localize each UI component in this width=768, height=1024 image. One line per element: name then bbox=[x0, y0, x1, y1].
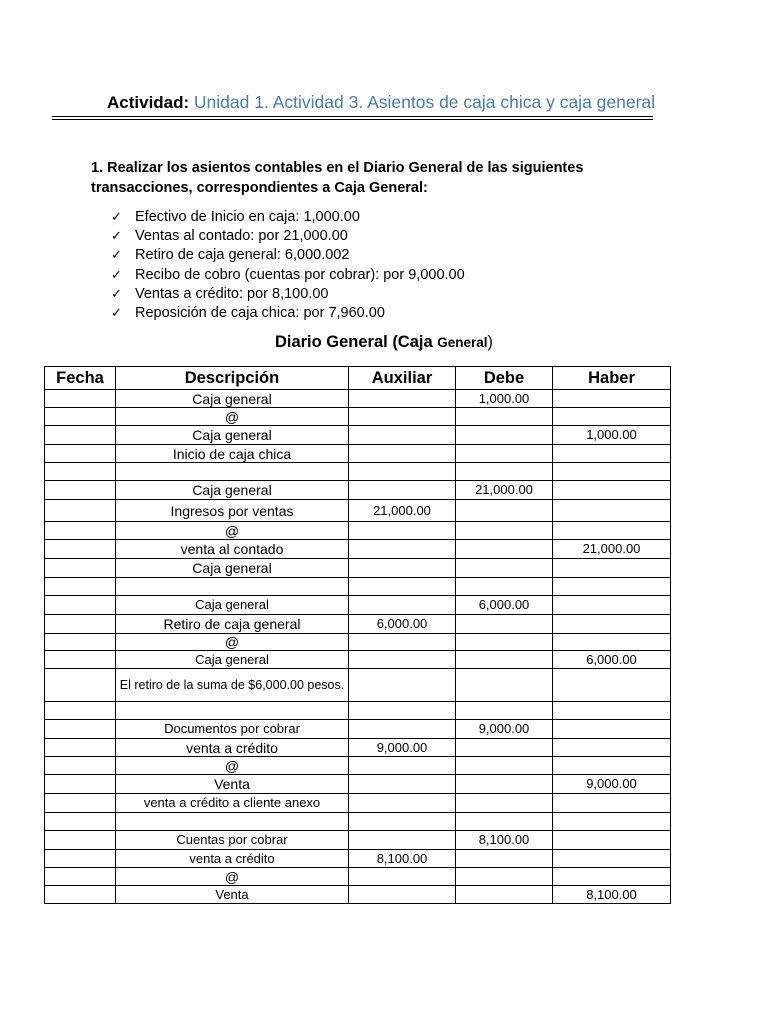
debe-cell bbox=[456, 702, 553, 720]
debe-cell bbox=[456, 426, 553, 445]
debe-cell bbox=[456, 850, 553, 868]
auxiliar-cell: 8,100.00 bbox=[349, 850, 456, 868]
header-descripcion: Descripción bbox=[116, 367, 349, 390]
auxiliar-cell bbox=[349, 390, 456, 408]
fecha-cell bbox=[45, 481, 116, 500]
haber-cell: 21,000.00 bbox=[553, 540, 671, 559]
debe-cell bbox=[456, 540, 553, 559]
debe-cell bbox=[456, 463, 553, 481]
check-mark-icon: ✓ bbox=[111, 247, 122, 263]
auxiliar-cell bbox=[349, 445, 456, 463]
journal-row bbox=[45, 559, 671, 578]
journal-header-row bbox=[45, 367, 671, 390]
auxiliar-cell bbox=[349, 720, 456, 739]
descripcion-cell: @ bbox=[116, 408, 349, 426]
check-mark-icon: ✓ bbox=[111, 209, 122, 224]
haber-cell: 9,000.00 bbox=[553, 775, 671, 794]
table-title-close: ) bbox=[487, 333, 494, 351]
auxiliar-cell bbox=[349, 634, 456, 651]
fecha-cell bbox=[45, 794, 116, 813]
journal-row bbox=[45, 615, 671, 634]
debe-cell: 21,000.00 bbox=[456, 481, 553, 500]
haber-cell bbox=[553, 794, 671, 813]
auxiliar-cell bbox=[349, 794, 456, 813]
checklist-item-text: Ventas al contado: por 21,000.00 bbox=[135, 228, 348, 245]
haber-cell bbox=[553, 702, 671, 720]
fecha-cell bbox=[45, 559, 116, 578]
auxiliar-cell: 9,000.00 bbox=[349, 739, 456, 757]
journal-row bbox=[45, 720, 671, 739]
journal-row bbox=[45, 426, 671, 445]
descripcion-cell: Cuentas por cobrar bbox=[116, 831, 349, 850]
fecha-cell bbox=[45, 615, 116, 634]
checklist-item bbox=[111, 245, 465, 264]
debe-cell bbox=[456, 739, 553, 757]
fecha-cell bbox=[45, 463, 116, 481]
fecha-cell bbox=[45, 739, 116, 757]
haber-cell bbox=[553, 813, 671, 831]
debe-cell bbox=[456, 522, 553, 540]
fecha-cell bbox=[45, 886, 116, 904]
table-title bbox=[0, 333, 768, 352]
haber-cell bbox=[553, 578, 671, 596]
descripcion-cell: venta al contado bbox=[116, 540, 349, 559]
journal-row bbox=[45, 794, 671, 813]
table-title-small: General bbox=[437, 335, 488, 350]
descripcion-cell: Documentos por cobrar bbox=[116, 720, 349, 739]
debe-cell bbox=[456, 408, 553, 426]
journal-row bbox=[45, 463, 671, 481]
haber-cell bbox=[553, 408, 671, 426]
haber-cell: 6,000.00 bbox=[553, 651, 671, 669]
fecha-cell bbox=[45, 813, 116, 831]
debe-cell bbox=[456, 813, 553, 831]
auxiliar-cell bbox=[349, 408, 456, 426]
debe-cell bbox=[456, 757, 553, 775]
fecha-cell bbox=[45, 850, 116, 868]
journal-row bbox=[45, 651, 671, 669]
fecha-cell bbox=[45, 390, 116, 408]
haber-cell bbox=[553, 445, 671, 463]
descripcion-cell: El retiro de la suma de $6,000.00 pesos. bbox=[116, 669, 349, 702]
auxiliar-cell bbox=[349, 813, 456, 831]
descripcion-cell: Caja general bbox=[116, 596, 349, 615]
header-divider-top bbox=[52, 116, 653, 117]
debe-cell bbox=[456, 794, 553, 813]
descripcion-cell: Caja general bbox=[116, 426, 349, 445]
auxiliar-cell bbox=[349, 868, 456, 886]
journal-row bbox=[45, 634, 671, 651]
check-mark-icon: ✓ bbox=[111, 266, 122, 282]
fecha-cell bbox=[45, 426, 116, 445]
auxiliar-cell bbox=[349, 481, 456, 500]
journal-row bbox=[45, 702, 671, 720]
auxiliar-cell bbox=[349, 651, 456, 669]
haber-cell: 8,100.00 bbox=[553, 886, 671, 904]
descripcion-cell: Retiro de caja general bbox=[116, 615, 349, 634]
journal-row bbox=[45, 540, 671, 559]
debe-cell: 8,100.00 bbox=[456, 831, 553, 850]
fecha-cell bbox=[45, 596, 116, 615]
debe-cell bbox=[456, 615, 553, 634]
haber-cell bbox=[553, 596, 671, 615]
checklist-item bbox=[111, 207, 465, 226]
activity-title: Unidad 1. Actividad 3. Asientos de caja chica y caja general bbox=[193, 92, 656, 112]
descripcion-cell: @ bbox=[116, 634, 349, 651]
debe-cell bbox=[456, 578, 553, 596]
haber-cell bbox=[553, 669, 671, 702]
auxiliar-cell bbox=[349, 578, 456, 596]
debe-cell bbox=[456, 559, 553, 578]
journal-row bbox=[45, 408, 671, 426]
fecha-cell bbox=[45, 669, 116, 702]
debe-cell bbox=[456, 651, 553, 669]
haber-cell bbox=[553, 390, 671, 408]
descripcion-cell: Inicio de caja chica bbox=[116, 445, 349, 463]
descripcion-cell: @ bbox=[116, 868, 349, 886]
journal-row bbox=[45, 522, 671, 540]
auxiliar-cell: 6,000.00 bbox=[349, 615, 456, 634]
auxiliar-cell bbox=[349, 775, 456, 794]
descripcion-cell: venta a crédito a cliente anexo bbox=[116, 794, 349, 813]
haber-cell bbox=[553, 522, 671, 540]
checklist-item bbox=[111, 226, 465, 245]
journal-row bbox=[45, 757, 671, 775]
auxiliar-cell bbox=[349, 886, 456, 904]
fecha-cell bbox=[45, 868, 116, 886]
journal-row bbox=[45, 390, 671, 408]
auxiliar-cell bbox=[349, 831, 456, 850]
fecha-cell bbox=[45, 775, 116, 794]
fecha-cell bbox=[45, 634, 116, 651]
header-auxiliar: Auxiliar bbox=[349, 367, 456, 390]
fecha-cell bbox=[45, 445, 116, 463]
journal-body bbox=[45, 390, 671, 904]
haber-cell bbox=[553, 559, 671, 578]
activity-header bbox=[107, 92, 655, 113]
haber-cell bbox=[553, 463, 671, 481]
descripcion-cell bbox=[116, 702, 349, 720]
table-title-main: Diario General (Caja bbox=[274, 333, 433, 351]
auxiliar-cell bbox=[349, 757, 456, 775]
checklist-item bbox=[111, 284, 465, 303]
auxiliar-cell bbox=[349, 540, 456, 559]
journal-row bbox=[45, 886, 671, 904]
debe-cell: 9,000.00 bbox=[456, 720, 553, 739]
fecha-cell bbox=[45, 831, 116, 850]
debe-cell: 1,000.00 bbox=[456, 390, 553, 408]
descripcion-cell: Caja general bbox=[116, 481, 349, 500]
journal-row bbox=[45, 445, 671, 463]
checklist-item-text: Reposición de caja chica: por 7,960.00 bbox=[135, 304, 385, 321]
journal-row bbox=[45, 669, 671, 702]
journal-table bbox=[44, 366, 671, 904]
fecha-cell bbox=[45, 522, 116, 540]
haber-cell bbox=[553, 850, 671, 868]
auxiliar-cell: 21,000.00 bbox=[349, 500, 456, 522]
check-mark-icon: ✓ bbox=[111, 304, 122, 320]
haber-cell bbox=[553, 481, 671, 500]
descripcion-cell: venta a crédito bbox=[116, 850, 349, 868]
journal-row bbox=[45, 739, 671, 757]
journal-row bbox=[45, 831, 671, 850]
journal-row bbox=[45, 596, 671, 615]
checklist-item bbox=[111, 303, 465, 322]
check-mark-icon: ✓ bbox=[111, 228, 122, 244]
fecha-cell bbox=[45, 720, 116, 739]
haber-cell bbox=[553, 757, 671, 775]
fecha-cell bbox=[45, 578, 116, 596]
checklist-item-text: Recibo de cobro (cuentas por cobrar): por 9,000.00 bbox=[135, 266, 465, 283]
auxiliar-cell bbox=[349, 596, 456, 615]
header-debe: Debe bbox=[456, 367, 553, 390]
journal-row bbox=[45, 578, 671, 596]
haber-cell bbox=[553, 739, 671, 757]
haber-cell bbox=[553, 868, 671, 886]
journal-row bbox=[45, 813, 671, 831]
fecha-cell bbox=[45, 540, 116, 559]
journal-row bbox=[45, 868, 671, 886]
haber-cell bbox=[553, 720, 671, 739]
auxiliar-cell bbox=[349, 463, 456, 481]
checklist-item-text: Retiro de caja general: 6,000.002 bbox=[135, 247, 350, 264]
header-fecha: Fecha bbox=[45, 367, 116, 390]
fecha-cell bbox=[45, 651, 116, 669]
descripcion-cell: venta a crédito bbox=[116, 739, 349, 757]
debe-cell: 6,000.00 bbox=[456, 596, 553, 615]
descripcion-cell: Caja general bbox=[116, 390, 349, 408]
descripcion-cell: Ingresos por ventas bbox=[116, 500, 349, 522]
auxiliar-cell bbox=[349, 426, 456, 445]
descripcion-cell: Venta bbox=[116, 886, 349, 904]
haber-cell bbox=[553, 831, 671, 850]
journal-row bbox=[45, 500, 671, 522]
debe-cell bbox=[456, 886, 553, 904]
haber-cell bbox=[553, 500, 671, 522]
journal-row bbox=[45, 481, 671, 500]
descripcion-cell: Caja general bbox=[116, 559, 349, 578]
haber-cell: 1,000.00 bbox=[553, 426, 671, 445]
debe-cell bbox=[456, 634, 553, 651]
debe-cell bbox=[456, 669, 553, 702]
debe-cell bbox=[456, 775, 553, 794]
header-divider-bottom bbox=[52, 119, 653, 120]
descripcion-cell: Caja general bbox=[116, 651, 349, 669]
check-mark-icon: ✓ bbox=[111, 285, 122, 301]
instruction-text: 1. Realizar los asientos contables en el Diario General de las siguientes transacciones, correspondientes a Caja General: bbox=[91, 160, 584, 196]
checklist-item-text: Ventas a crédito: por 8,100.00 bbox=[135, 285, 329, 302]
header-haber: Haber bbox=[553, 367, 671, 390]
checklist-item bbox=[111, 265, 465, 284]
descripcion-cell bbox=[116, 813, 349, 831]
descripcion-cell bbox=[116, 463, 349, 481]
descripcion-cell: @ bbox=[116, 522, 349, 540]
fecha-cell bbox=[45, 757, 116, 775]
fecha-cell bbox=[45, 702, 116, 720]
haber-cell bbox=[553, 634, 671, 651]
debe-cell bbox=[456, 868, 553, 886]
descripcion-cell: @ bbox=[116, 757, 349, 775]
activity-label: Actividad: bbox=[107, 93, 190, 112]
checklist-item-text: Efectivo de Inicio en caja: 1,000.00 bbox=[135, 209, 360, 225]
transaction-checklist bbox=[111, 207, 465, 322]
haber-cell bbox=[553, 615, 671, 634]
journal-row bbox=[45, 850, 671, 868]
auxiliar-cell bbox=[349, 702, 456, 720]
journal-row bbox=[45, 775, 671, 794]
auxiliar-cell bbox=[349, 669, 456, 702]
fecha-cell bbox=[45, 500, 116, 522]
descripcion-cell: Venta bbox=[116, 775, 349, 794]
descripcion-cell bbox=[116, 578, 349, 596]
auxiliar-cell bbox=[349, 559, 456, 578]
debe-cell bbox=[456, 445, 553, 463]
auxiliar-cell bbox=[349, 522, 456, 540]
debe-cell bbox=[456, 500, 553, 522]
fecha-cell bbox=[45, 408, 116, 426]
